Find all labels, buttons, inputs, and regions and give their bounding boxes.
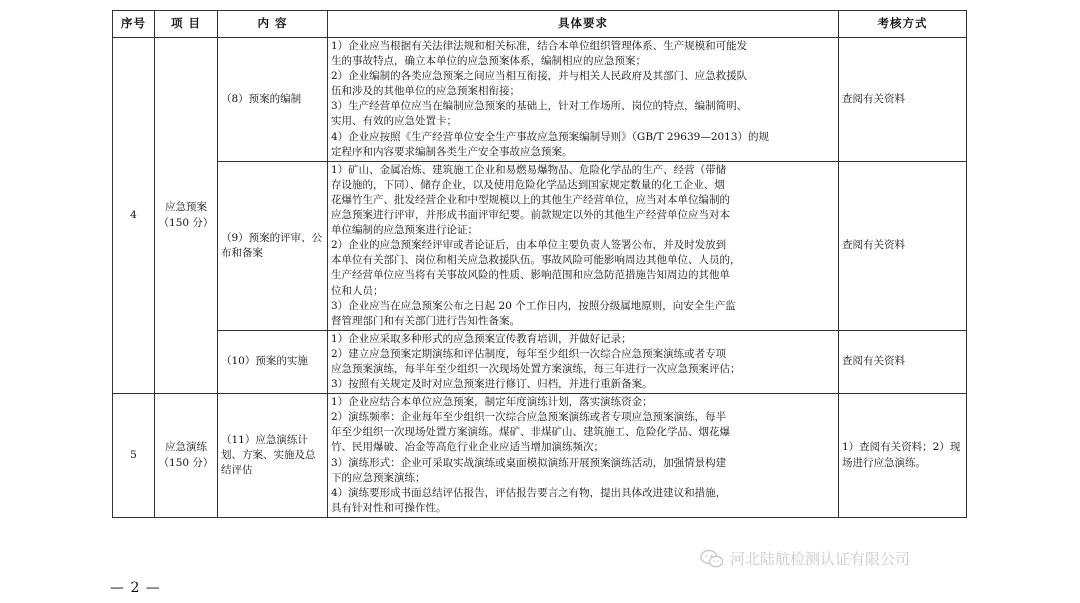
- requirement-line: 应急预案演练，每半年至少组织一次现场处置方案演练，每三年进行一次应急预案评估；: [331, 362, 741, 375]
- header-content: 内 容: [218, 11, 328, 38]
- item-score: （150 分）: [158, 456, 214, 469]
- assessment-cell: [839, 330, 967, 393]
- requirement-line: 生产经营单位应当将有关事故风险的性质、影响范围和应急防范措施告知周边的其他单: [331, 269, 730, 282]
- requirement-line: 1）企业应结合本单位应急预案，制定年度演练计划，落实演练资金；: [331, 396, 653, 409]
- content-text: （11）应急演练计划、方案、实施及总结评估: [221, 433, 316, 477]
- content-text: （9）预案的评审、公布和备案: [221, 231, 323, 259]
- content-cell: [218, 161, 328, 330]
- requirements-cell: [328, 394, 839, 518]
- table-row: [113, 161, 967, 330]
- assessment-text: 查阅有关资料: [842, 355, 905, 368]
- assessment-cell: [839, 394, 967, 518]
- requirement-line: 存设施的，下同）、储存企业，以及使用危险化学品达到国家规定数量的化工企业、烟: [331, 178, 725, 191]
- content-cell: [218, 38, 328, 162]
- requirement-line: 本单位有关部门、岗位和相关应急救援队伍。事故风险可能影响周边其他单位、人员的，: [331, 254, 741, 267]
- requirement-line: 4）企业应按照《生产经营单位安全生产事故应急预案编制导则》（GB/T 29639—2013）的规: [331, 130, 770, 143]
- header-number: 序号: [113, 11, 155, 38]
- requirement-line: 年至少组织一次现场处置方案演练。煤矿、非煤矿山、建筑施工、危险化学品、烟花爆: [331, 426, 730, 439]
- requirement-line: 2）企业的应急预案经评审或者论证后，由本单位主要负责人签署公布，并及时发放到: [331, 239, 727, 252]
- requirement-line: 应急预案进行评审，并形成书面评审纪要。前款规定以外的其他生产经营单位应当对本: [331, 209, 730, 222]
- requirement-line: 竹、民用爆破、冶金等高危行业企业应适当增加演练频次；: [331, 441, 604, 454]
- requirement-line: 4）演练要形成书面总结评估报告，评估报告要言之有物，提出具体改进建议和措施，: [331, 486, 727, 499]
- requirement-line: 2）建立应急预案定期演练和评估制度，每年至少组织一次综合应急预案演练或者专项: [331, 347, 727, 360]
- requirements-cell: [328, 38, 839, 162]
- content-text: （10）预案的实施: [221, 355, 308, 368]
- requirement-line: 1）企业应当根据有关法律法规和相关标准，结合本单位组织管理体系、生产规模和可能发: [331, 40, 748, 52]
- requirement-line: 具有针对性和可操作性。: [331, 501, 447, 514]
- requirement-line: 督管理部门和有关部门进行告知性备案。: [331, 314, 520, 327]
- header-item: 项 目: [155, 11, 218, 38]
- requirement-line: 2）企业编制的各类应急预案之间应当相互衔接，并与相关人民政府及其部门、应急救援队: [331, 70, 748, 83]
- requirements-table-container: [112, 10, 966, 518]
- requirements-cell: [328, 161, 839, 330]
- assessment-text: 查阅有关资料: [842, 239, 905, 252]
- content-text: （8）预案的编制: [221, 92, 302, 105]
- requirement-line: 花爆竹生产、批发经营企业和中型规模以上的其他生产经营单位，应当对本单位编制的: [331, 193, 730, 206]
- requirement-line: 位和人员；: [331, 284, 384, 297]
- requirements-cell: [328, 330, 839, 393]
- requirement-line: 2）演练频率：企业每年至少组织一次综合应急预案演练或者专项应急预案演练，每半: [331, 411, 727, 424]
- requirement-line: 3）演练形式：企业可采取实战演练或桌面模拟演练开展预案演练活动，加强情景构建: [331, 456, 727, 469]
- requirement-line: 1）矿山、金属冶炼、建筑施工企业和易燃易爆物品、危险化学品的生产、经营（带储: [331, 163, 727, 176]
- requirement-line: 生的事故特点，确立本单位的应急预案体系，编制相应的应急预案；: [331, 55, 646, 68]
- watermark: [700, 548, 910, 569]
- row-number: 4: [113, 38, 155, 394]
- item-score: （150 分）: [158, 216, 214, 229]
- page-number: — 2 —: [110, 580, 161, 596]
- requirement-line: 3）企业应当在应急预案公布之日起 20 个工作日内，按照分级属地原则，向安全生产监: [331, 299, 736, 312]
- content-cell: [218, 394, 328, 518]
- assessment-cell: [839, 161, 967, 330]
- requirement-line: 1）企业应采取多种形式的应急预案宣传教育培训，并做好记录；: [331, 332, 632, 345]
- requirement-line: 3）生产经营单位应当在编制应急预案的基础上，针对工作场所、岗位的特点，编制简明、: [331, 100, 748, 113]
- table-row: [113, 38, 967, 162]
- requirement-line: 定程序和内容要求编制各类生产安全事故应急预案。: [331, 145, 573, 158]
- wechat-logo-icon: [700, 549, 724, 569]
- row-item: [155, 38, 218, 394]
- requirement-line: 3）按照有关规定及时对应急预案进行修订、归档，并进行重新备案。: [331, 378, 653, 391]
- requirement-line: 单位编制的应急预案进行论证；: [331, 224, 478, 237]
- content-cell: [218, 330, 328, 393]
- requirement-line: 下的应急预案演练；: [331, 471, 426, 484]
- header-requirements: 具体要求: [328, 11, 839, 38]
- table-header-row: [113, 11, 967, 38]
- table-row: [113, 394, 967, 518]
- watermark-text: 河北陆航检测认证有限公司: [730, 550, 911, 568]
- row-number: 5: [113, 394, 155, 518]
- requirement-line: 实用、有效的应急处置卡；: [331, 115, 457, 128]
- row-item: [155, 394, 218, 518]
- header-assessment: 考核方式: [839, 11, 967, 38]
- requirement-line: 伍和涉及的其他单位的应急预案相衔接；: [331, 85, 520, 98]
- assessment-text: 查阅有关资料: [842, 92, 905, 105]
- assessment-cell: [839, 38, 967, 162]
- requirements-table: [112, 10, 967, 518]
- assessment-text: 1）查阅有关资料；2）现场进行应急演练。: [842, 441, 961, 469]
- item-name: 应急预案: [165, 201, 207, 214]
- item-name: 应急演练: [165, 441, 207, 454]
- table-row: [113, 330, 967, 393]
